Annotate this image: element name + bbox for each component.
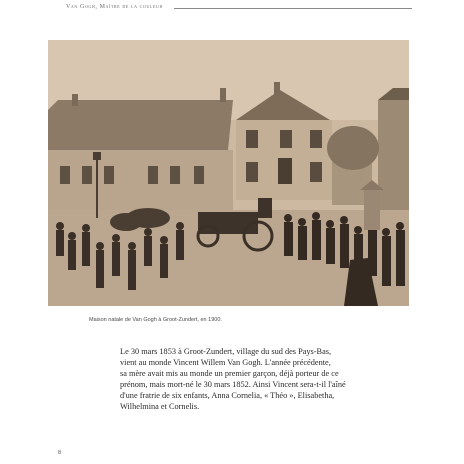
body-line: d'une fratrie de six enfants, Anna Cornelia, « Théo », Elisabetha, <box>120 391 335 400</box>
running-header <box>66 4 412 16</box>
body-line: Wilhelmina et Cornelis. <box>120 402 200 411</box>
body-line: vient au monde Vincent Willem Van Gogh. L'année précédente, <box>120 358 331 367</box>
body-line: sa mère avait mis au monde un premier garçon, déjà porteur de ce <box>120 369 339 378</box>
header-rule <box>174 8 412 9</box>
photo-illustration <box>48 40 409 306</box>
page-number: 8 <box>58 450 62 456</box>
body-line: prénom, mais mort-né le 30 mars 1852. Ainsi Vincent sera-t-il l'aîné <box>120 380 346 389</box>
body-paragraph <box>120 346 360 412</box>
book-title: Van Gogh, Maître de la couleur <box>66 4 163 10</box>
historical-photograph <box>48 40 409 306</box>
body-line: Le 30 mars 1853 à Groot-Zundert, village du sud des Pays-Bas, <box>120 347 332 356</box>
photo-caption: Maison natale de Van Gogh à Groot-Zundert, en 1900. <box>89 317 222 323</box>
